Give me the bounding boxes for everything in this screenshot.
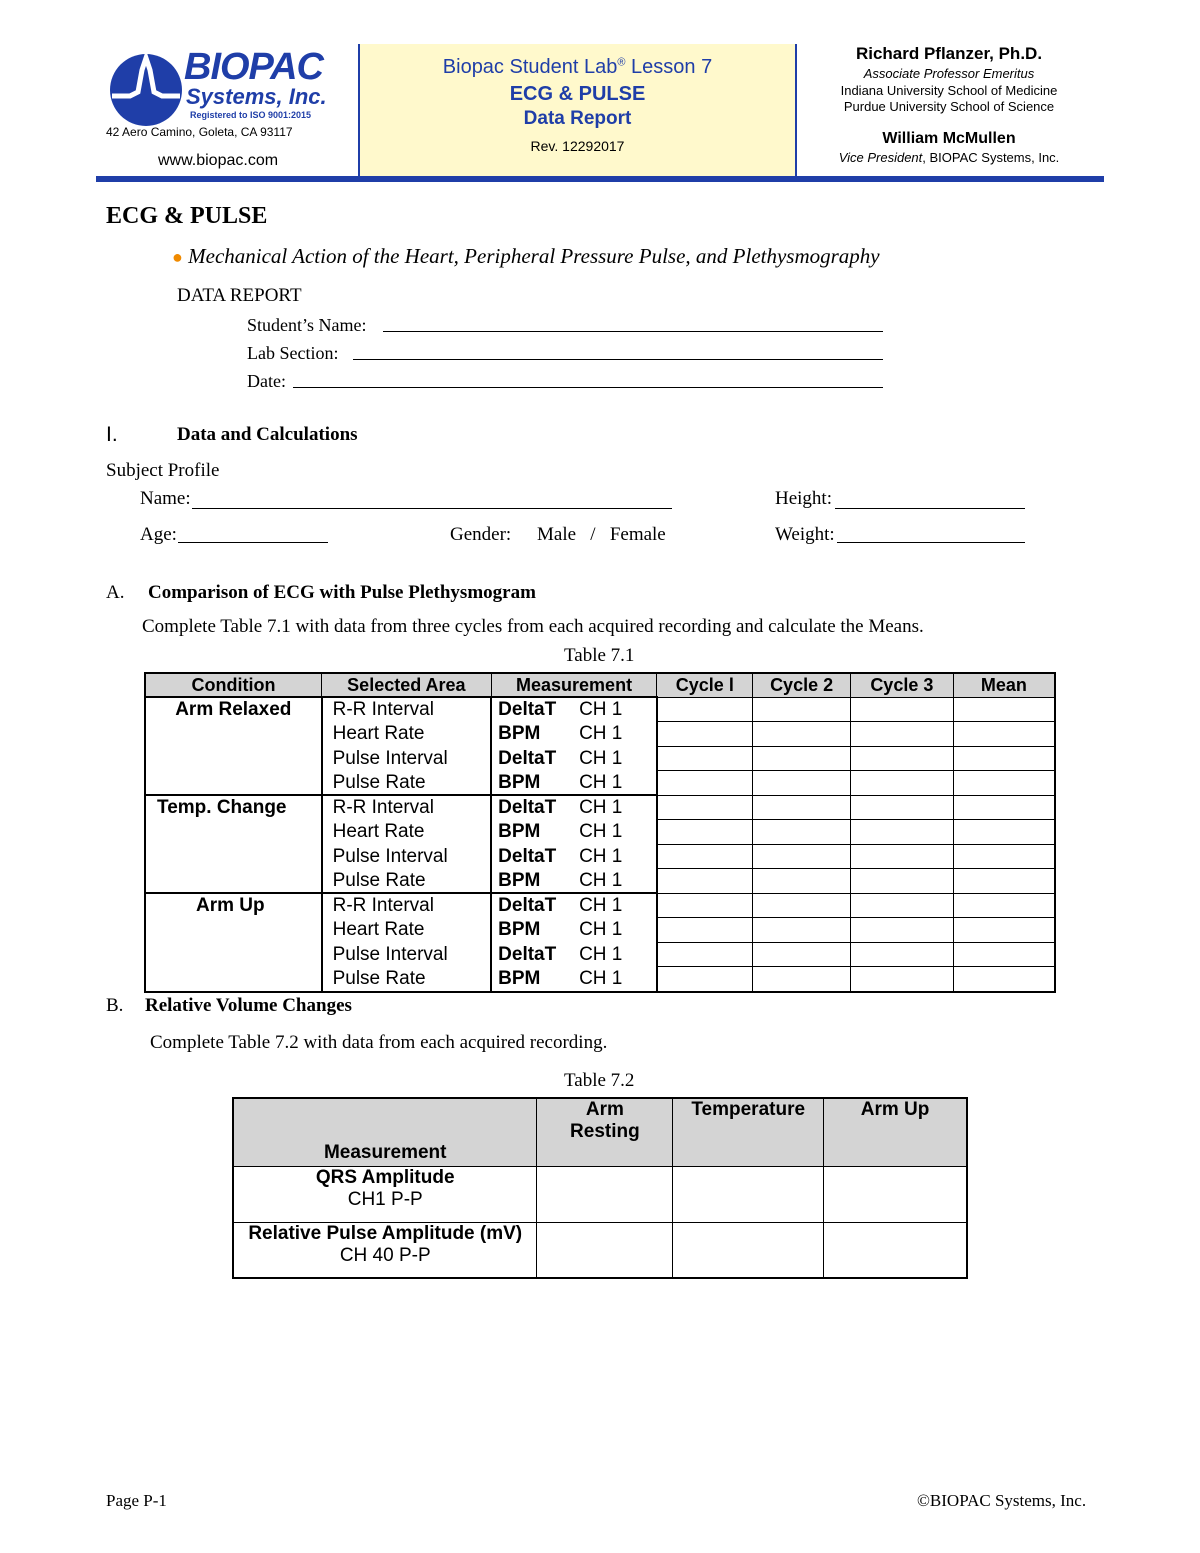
cycle-2-cell[interactable]: [753, 869, 851, 894]
selected-area: R-R Interval: [322, 795, 492, 820]
th-arm-resting-label: Arm Resting: [570, 1099, 640, 1142]
header-rule: [96, 176, 1104, 182]
biopac-logo-icon: [108, 52, 184, 128]
selected-area: R-R Interval: [322, 697, 492, 722]
cycle-3-cell[interactable]: [850, 967, 953, 992]
cycle-2-cell[interactable]: [753, 771, 851, 796]
author2-org: , BIOPAC Systems, Inc.: [922, 150, 1060, 165]
measurement-channel: CH 1: [579, 795, 657, 820]
cycle-1-cell[interactable]: [657, 795, 753, 820]
selected-area: Pulse Rate: [322, 967, 492, 992]
cycle-1-cell[interactable]: [657, 722, 753, 747]
selected-area: Pulse Interval: [322, 746, 492, 771]
cycle-3-cell[interactable]: [850, 820, 953, 845]
cycle-3-cell[interactable]: [850, 746, 953, 771]
cycle-2-cell[interactable]: [753, 918, 851, 943]
author1-aff1: Indiana University School of Medicine: [840, 83, 1058, 98]
part-a-title: Comparison of ECG with Pulse Plethysmogram: [148, 582, 536, 603]
cycle-3-cell[interactable]: [850, 697, 953, 722]
th-mean: Mean: [953, 673, 1055, 697]
selected-area: Heart Rate: [322, 722, 492, 747]
cycle-1-cell[interactable]: [657, 844, 753, 869]
table-row: [145, 893, 1055, 918]
measurement-type: BPM: [498, 968, 541, 989]
cycle-3-cell[interactable]: [850, 942, 953, 967]
cycle-2-cell[interactable]: [753, 746, 851, 771]
mean-cell[interactable]: [953, 942, 1055, 967]
mean-cell[interactable]: [953, 697, 1055, 722]
cycle-3-cell[interactable]: [850, 918, 953, 943]
table-row: [145, 697, 1055, 722]
cycle-2-cell[interactable]: [753, 722, 851, 747]
measurement-channel: CH 1: [579, 967, 657, 992]
table2-header-row: [233, 1098, 967, 1166]
measurement-type: BPM: [498, 771, 541, 793]
measurement-channel: CH 1: [579, 918, 657, 943]
table2-caption: Table 7.2: [564, 1070, 635, 1091]
condition-arm-up: Arm Up: [145, 893, 322, 992]
table-7-2: [232, 1097, 968, 1279]
subject-profile-heading: Subject Profile: [106, 460, 220, 481]
author2-name: William McMullen: [882, 130, 1016, 147]
biopac-logo-block: [100, 44, 355, 178]
qrs-amplitude-channel: CH1 P-P: [347, 1188, 423, 1210]
table-row: [233, 1166, 967, 1222]
th-measurement: [233, 1098, 537, 1166]
temperature-cell[interactable]: [673, 1166, 824, 1222]
cycle-3-cell[interactable]: [850, 844, 953, 869]
revision: Rev. 12292017: [530, 138, 625, 154]
weight-label: Weight:: [775, 524, 835, 545]
mean-cell[interactable]: [953, 844, 1055, 869]
measurement-channel: CH 1: [579, 869, 657, 894]
arm-resting-cell[interactable]: [537, 1222, 673, 1278]
cycle-3-cell[interactable]: [850, 795, 953, 820]
cycle-1-cell[interactable]: [657, 918, 753, 943]
qrs-amplitude-cell: [233, 1166, 537, 1222]
th-condition: Condition: [145, 673, 322, 697]
lesson-line: Biopac Student Lab® Lesson 7: [442, 56, 713, 78]
doc-type: Data Report: [523, 108, 632, 129]
measurement-type: DeltaT: [498, 747, 557, 769]
measurement-type: DeltaT: [491, 893, 579, 918]
condition-arm-relaxed: Arm Relaxed: [145, 697, 322, 795]
brand-sub: Systems, Inc.: [186, 84, 327, 109]
pulse-amplitude-channel: CH 40 P-P: [339, 1244, 431, 1266]
data-report-label: DATA REPORT: [177, 285, 302, 306]
mean-cell[interactable]: [953, 820, 1055, 845]
measurement-channel: CH 1: [579, 844, 657, 869]
measurement-channel: CH 1: [579, 722, 657, 747]
cycle-1-cell[interactable]: [657, 746, 753, 771]
condition-temp-change: Temp. Change: [145, 795, 322, 893]
subject-name-label: Name:: [140, 488, 191, 509]
cycle-2-cell[interactable]: [753, 820, 851, 845]
part-b-letter: B.: [106, 995, 124, 1016]
height-field[interactable]: [835, 508, 1025, 509]
cycle-2-cell[interactable]: [753, 893, 851, 918]
arm-up-cell[interactable]: [824, 1166, 967, 1222]
mean-cell[interactable]: [953, 722, 1055, 747]
th-arm-up: Arm Up: [824, 1098, 967, 1166]
cycle-2-cell[interactable]: [753, 844, 851, 869]
iso-registration: Registered to ISO 9001:2015: [190, 110, 312, 120]
selected-area: Pulse Rate: [322, 869, 492, 894]
student-name-field[interactable]: [383, 331, 883, 332]
arm-resting-cell[interactable]: [537, 1166, 673, 1222]
cycle-2-cell[interactable]: [753, 942, 851, 967]
lesson-info-box: [358, 44, 797, 176]
subtitle: Mechanical Action of the Heart, Peripheral Pressure Pulse, and Plethysmography: [188, 244, 880, 268]
measurement-channel: CH 1: [579, 746, 657, 771]
cycle-3-cell[interactable]: [850, 722, 953, 747]
author2-role: Vice President: [838, 150, 923, 165]
selected-area: Heart Rate: [322, 820, 492, 845]
date-label: Date:: [247, 371, 286, 391]
measurement-type: BPM: [498, 869, 541, 891]
part-b-title: Relative Volume Changes: [145, 995, 352, 1016]
author1-name: Richard Pflanzer, Ph.D.: [855, 44, 1043, 63]
mean-cell[interactable]: [953, 918, 1055, 943]
website-link[interactable]: www.biopac.com: [158, 152, 279, 169]
measurement-channel: CH 1: [579, 942, 657, 967]
lesson-product: Biopac Student Lab: [442, 56, 618, 78]
cycle-2-cell[interactable]: [753, 967, 851, 992]
cycle-3-cell[interactable]: [850, 869, 953, 894]
age-field[interactable]: [178, 542, 328, 543]
lab-section-field[interactable]: [353, 359, 883, 360]
pulse-amplitude-cell: [233, 1222, 537, 1278]
table-row: [233, 1222, 967, 1278]
author1-aff2: Purdue University School of Science: [843, 99, 1055, 114]
selected-area: Pulse Rate: [322, 771, 492, 796]
section-number: I.: [106, 423, 118, 446]
part-b-instruction: Complete Table 7.2 with data from each acquired recording.: [150, 1032, 608, 1053]
mean-cell[interactable]: [953, 746, 1055, 771]
table1-caption: Table 7.1: [564, 645, 635, 666]
measurement-channel: CH 1: [579, 893, 657, 918]
th-cycle-1: Cycle l: [657, 673, 753, 697]
measurement-channel: CH 1: [579, 820, 657, 845]
cycle-3-cell[interactable]: [850, 771, 953, 796]
author1-title: Associate Professor Emeritus: [863, 66, 1035, 81]
selected-area: R-R Interval: [322, 893, 492, 918]
qrs-amplitude-label: QRS Amplitude: [315, 1166, 455, 1188]
subject-name-field[interactable]: [192, 508, 672, 509]
student-name-label: Student’s Name:: [247, 315, 367, 335]
arm-up-cell[interactable]: [824, 1222, 967, 1278]
th-cycle-2: Cycle 2: [753, 673, 851, 697]
measurement-type: BPM: [498, 821, 541, 843]
mean-cell[interactable]: [953, 869, 1055, 894]
brand-name: BIOPAC: [184, 46, 323, 88]
measurement-channel: CH 1: [579, 771, 657, 796]
bullet-icon: ●: [172, 247, 183, 267]
selected-area: Heart Rate: [322, 918, 492, 943]
cycle-1-cell[interactable]: [657, 942, 753, 967]
page-number: Page P-1: [106, 1491, 167, 1510]
table1-header-row: [145, 673, 1055, 697]
measurement-type: DeltaT: [491, 697, 579, 722]
measurement-type: DeltaT: [498, 943, 557, 965]
measurement-type: DeltaT: [498, 845, 557, 867]
table-7-1: [144, 672, 1056, 993]
temperature-cell[interactable]: [673, 1222, 824, 1278]
th-arm-resting: [537, 1098, 673, 1166]
mean-cell[interactable]: [953, 771, 1055, 796]
th-cycle-3: Cycle 3: [850, 673, 953, 697]
cycle-2-cell[interactable]: [753, 697, 851, 722]
th-temperature: Temperature: [673, 1098, 824, 1166]
part-a-letter: A.: [106, 582, 125, 603]
table-row: [145, 795, 1055, 820]
lab-section-label: Lab Section:: [247, 343, 339, 363]
copyright: ©BIOPAC Systems, Inc.: [917, 1491, 1087, 1510]
pulse-amplitude-label: Relative Pulse Amplitude (mV): [248, 1222, 523, 1244]
address: 42 Aero Camino, Goleta, CA 93117: [106, 125, 293, 139]
cycle-1-cell[interactable]: [657, 697, 753, 722]
gender-label: Gender:: [450, 524, 512, 545]
selected-area: Pulse Interval: [322, 942, 492, 967]
mean-cell[interactable]: [953, 967, 1055, 992]
th-selected-area: Selected Area: [322, 673, 492, 697]
cycle-2-cell[interactable]: [753, 795, 851, 820]
cycle-3-cell[interactable]: [850, 893, 953, 918]
part-a-instruction: Complete Table 7.1 with data from three cycles from each acquired recording and calculate the Means.: [142, 616, 924, 637]
cycle-1-cell[interactable]: [657, 869, 753, 894]
section-title: Data and Calculations: [177, 424, 358, 445]
cycle-1-cell[interactable]: [657, 771, 753, 796]
gender-options[interactable]: Male / Female: [537, 524, 666, 545]
selected-area: Pulse Interval: [322, 844, 492, 869]
measurement-channel: CH 1: [579, 697, 657, 722]
th-measurement: Measurement: [491, 673, 657, 697]
height-label: Height:: [775, 488, 832, 509]
th-measurement-label: Measurement: [323, 1141, 447, 1163]
measurement-type: BPM: [498, 919, 541, 941]
cycle-1-cell[interactable]: [657, 967, 753, 992]
mean-cell[interactable]: [953, 893, 1055, 918]
author2-role-line: [796, 150, 1102, 165]
measurement-type: BPM: [498, 723, 541, 745]
subtitle-line: [172, 244, 880, 269]
date-field[interactable]: [293, 387, 883, 388]
weight-field[interactable]: [837, 542, 1025, 543]
age-label: Age:: [140, 524, 177, 545]
authors-block: [796, 44, 1102, 176]
cycle-1-cell[interactable]: [657, 893, 753, 918]
cycle-1-cell[interactable]: [657, 820, 753, 845]
lesson-number: Lesson 7: [625, 56, 713, 78]
measurement-type: DeltaT: [491, 795, 579, 820]
page-title: ECG & PULSE: [106, 203, 268, 229]
mean-cell[interactable]: [953, 795, 1055, 820]
doc-title: ECG & PULSE: [509, 83, 646, 105]
